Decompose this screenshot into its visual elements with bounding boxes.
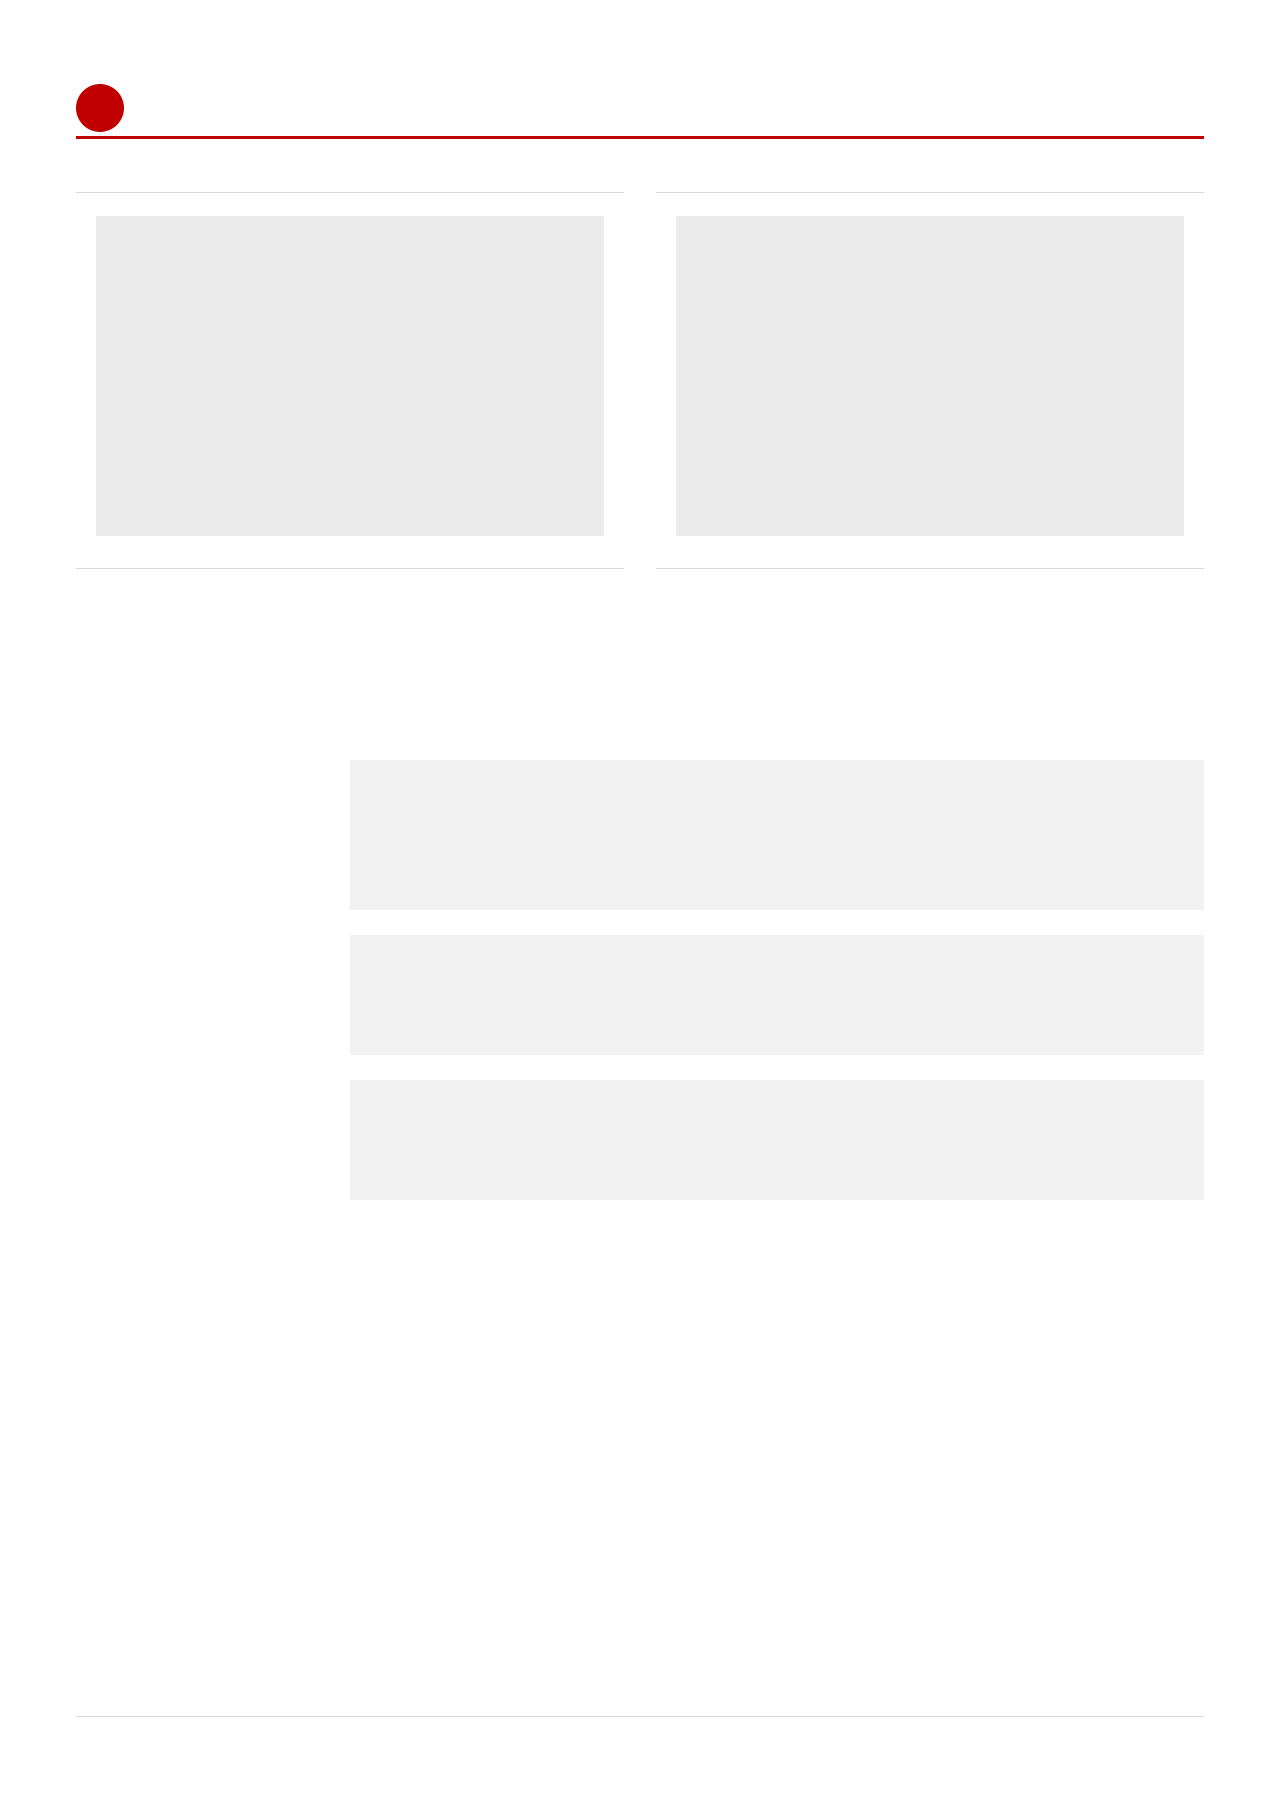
footer	[76, 1716, 1204, 1756]
chart-placeholder	[96, 216, 604, 536]
brand-name	[136, 94, 376, 122]
figure-47	[76, 158, 624, 608]
figure-caption	[656, 158, 1204, 180]
chart-placeholder	[676, 216, 1184, 536]
figure-source	[76, 578, 624, 598]
section-label	[1084, 104, 1204, 124]
footer-note	[904, 1728, 1204, 1748]
section-title	[350, 690, 950, 730]
figure-48	[656, 158, 1204, 608]
caption-rule	[656, 192, 1204, 193]
paragraph	[350, 760, 1204, 910]
footer-rule	[76, 1716, 1204, 1717]
figure-source	[656, 578, 1204, 598]
brand-logo	[76, 84, 124, 132]
header-rule	[76, 136, 1204, 139]
paragraph	[350, 1080, 1204, 1200]
figure-caption	[76, 158, 624, 180]
body-text	[350, 760, 1204, 1240]
footer-url	[76, 1728, 296, 1748]
source-rule	[656, 568, 1204, 569]
caption-rule	[76, 192, 624, 193]
page-number	[590, 1728, 690, 1748]
header	[76, 76, 1204, 140]
source-rule	[76, 568, 624, 569]
paragraph	[350, 935, 1204, 1055]
